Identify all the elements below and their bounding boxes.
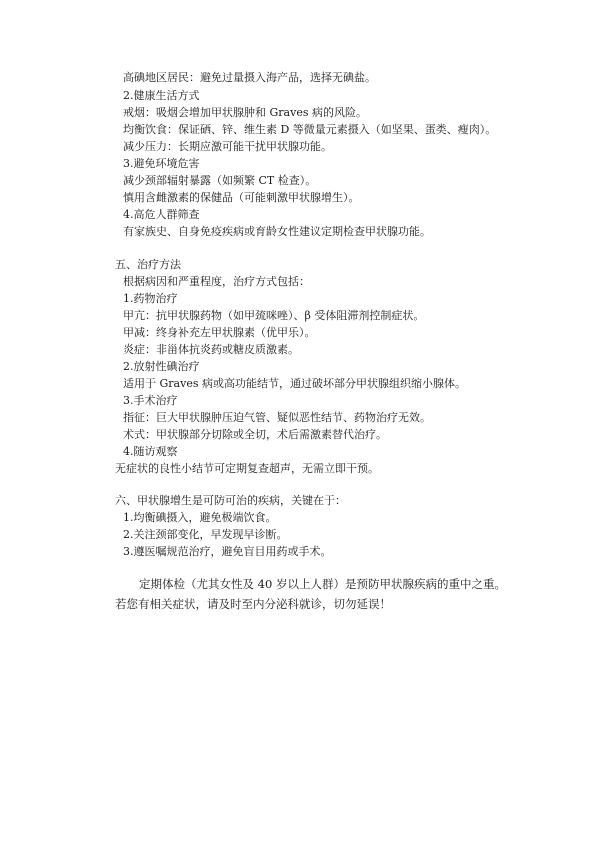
- section-heading: 五、治疗方法: [115, 258, 181, 271]
- list-item: 2.关注颈部变化，早发现早诊断。: [123, 528, 288, 541]
- text-line: 甲减：终身补充左甲状腺素（优甲乐）。: [123, 326, 316, 339]
- list-item: 3.遵医嘱规范治疗，避免盲目用药或手术。: [123, 545, 332, 558]
- text-line: 有家族史、自身免疫疾病或育龄女性建议定期检查甲状腺功能。: [123, 225, 431, 238]
- text-line: 慎用含雌激素的保健品（可能刺激甲状腺增生）。: [123, 191, 360, 204]
- text-line: 均衡饮食：保证硒、锌、维生素 D 等微量元素摄入（如坚果、蛋类、瘦肉）。: [123, 123, 497, 136]
- subheading: 4.随访观察: [123, 445, 178, 458]
- text-line: 甲亢：抗甲状腺药物（如甲巯咪唑）、β 受体阻滞剂控制症状。: [123, 309, 425, 322]
- text-line: 减少压力：长期应激可能干扰甲状腺功能。: [123, 140, 332, 153]
- closing-paragraph: 定期体检（尤其女性及 40 岁以上人群）是预防甲状腺疾病的重中之重。若您有相关症状，请及时至内分泌科就诊，切勿延误！: [115, 577, 506, 611]
- text-line: 戒烟：吸烟会增加甲状腺肿和 Graves 病的风险。: [123, 106, 367, 119]
- subheading: 3.手术治疗: [123, 394, 178, 407]
- text-line: 减少颈部辐射暴露（如频繁 CT 检查）。: [123, 174, 317, 187]
- text-line: 指征：巨大甲状腺肿压迫气管、疑似恶性结节、药物治疗无效。: [123, 411, 431, 424]
- text-line: 高碘地区居民：避免过量摄入海产品，选择无碘盐。: [123, 71, 376, 84]
- text-line: 术式：甲状腺部分切除或全切，术后需激素替代治疗。: [123, 428, 387, 441]
- text-line: 无症状的良性小结节可定期复查超声，无需立即干预。: [115, 462, 379, 475]
- subheading: 3.避免环境危害: [123, 157, 200, 170]
- subheading: 2.健康生活方式: [123, 89, 200, 102]
- text-line: 炎症：非甾体抗炎药或糖皮质激素。: [123, 343, 299, 356]
- subheading: 1.药物治疗: [123, 292, 178, 305]
- subheading: 2.放射性碘治疗: [123, 360, 200, 373]
- text-line: 适用于 Graves 病或高功能结节，通过破坏部分甲状腺组织缩小腺体。: [123, 377, 466, 390]
- list-item: 1.均衡碘摄入，避免极端饮食。: [123, 511, 277, 524]
- text-line: 根据病因和严重程度，治疗方式包括：: [123, 275, 310, 288]
- subheading: 4.高危人群筛查: [123, 208, 200, 221]
- section-heading: 六、甲状腺增生是可防可治的疾病，关键在于：: [115, 494, 346, 507]
